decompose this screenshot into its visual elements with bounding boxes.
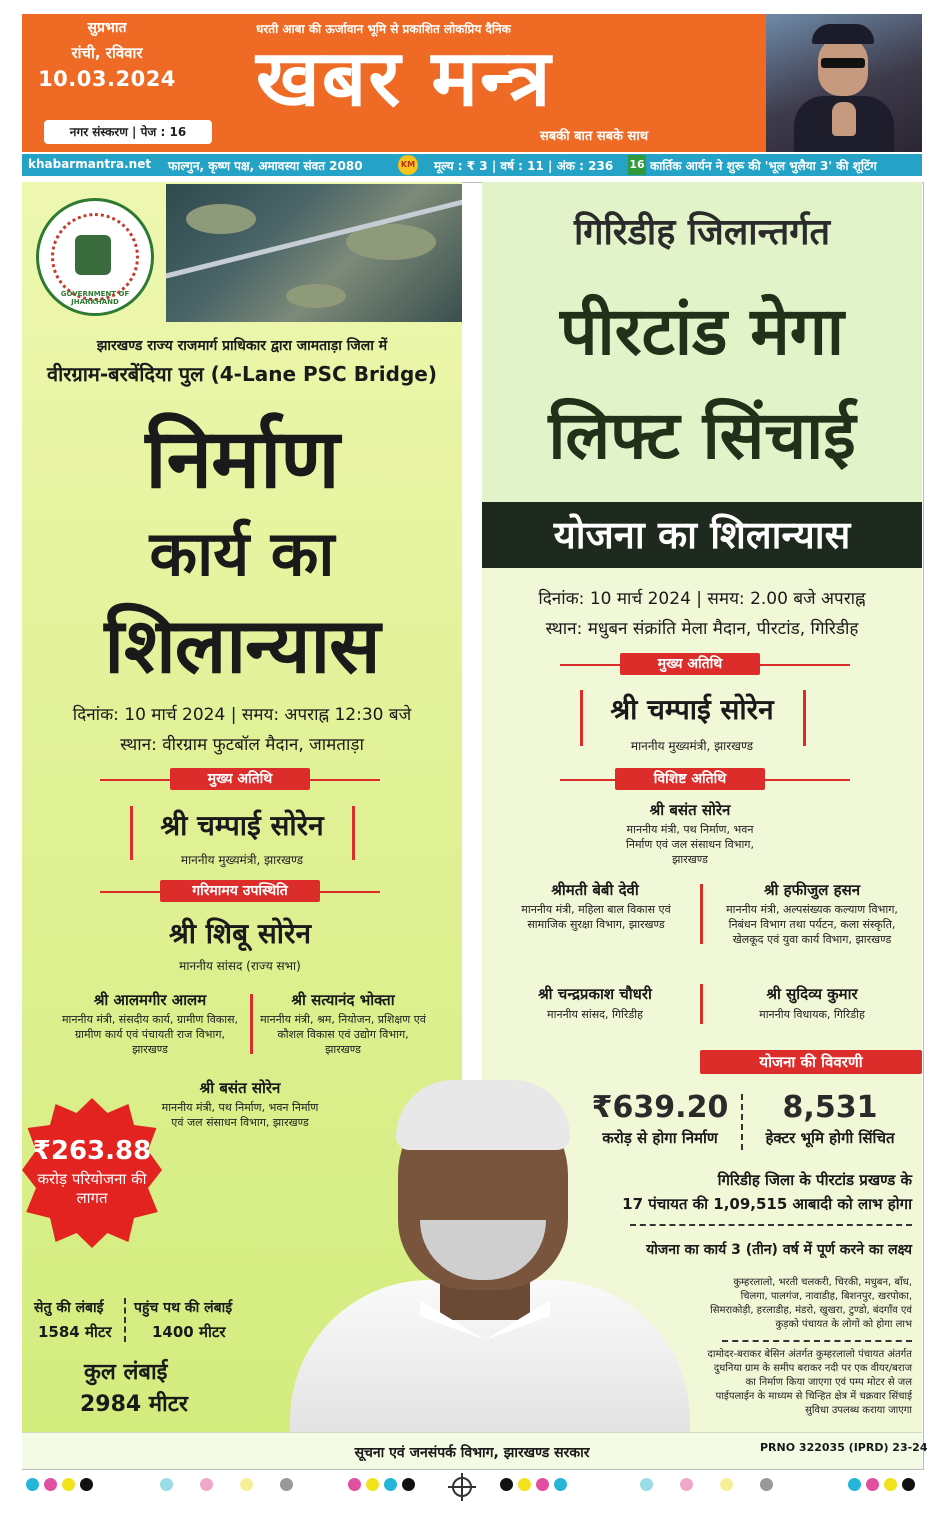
presence-tag: गरिमामय उपस्थिति xyxy=(160,880,320,902)
print-color-dot xyxy=(884,1478,897,1491)
divider xyxy=(803,690,806,746)
chief-guest-tag: मुख्य अतिथि xyxy=(170,768,310,790)
print-color-dot xyxy=(44,1478,57,1491)
details-tag: योजना की विवरणी xyxy=(700,1050,922,1074)
target-line: योजना का कार्य 3 (तीन) वर्ष में पूर्ण करने का लक्ष्य xyxy=(646,1242,912,1258)
guest-desig: माननीय मंत्री, महिला बाल विकास एवं सामाजिक सुरक्षा विभाग, झारखण्ड xyxy=(521,903,671,931)
edition-label: नगर संस्करण | पेज : 16 xyxy=(44,120,212,144)
chief-guest-desig: माननीय मुख्यमंत्री, झारखण्ड xyxy=(180,853,304,867)
presence-name: श्री शिबू सोरेन xyxy=(168,917,312,950)
print-color-dot xyxy=(720,1478,733,1491)
guest-desig: माननीय मंत्री, संसदीय कार्य, ग्रामीण विकास, ग्रामीण कार्य एवं पंचायती राज विभाग, झारखण्ड xyxy=(61,1013,239,1056)
divider xyxy=(352,806,355,860)
guest-name: श्री आलमगीर आलम xyxy=(93,991,207,1009)
greeting: सुप्रभात xyxy=(87,20,127,36)
masthead-tagline: धरती आबा की ऊर्जावान भूमि से प्रकाशित लोकप्रिय दैनिक xyxy=(256,22,511,36)
emblem-text: GOVERNMENT OF JHARKHAND xyxy=(60,290,130,306)
headline-shilanyas: शिलान्यास xyxy=(104,601,380,690)
guest-desig: माननीय सांसद, गिरिडीह xyxy=(547,1008,643,1021)
panchang: फाल्गुन, कृष्ण पक्ष, अमावस्या संवत 2080 xyxy=(168,159,363,173)
divider xyxy=(630,1224,912,1226)
divider xyxy=(700,884,703,944)
guest-name: श्री बसंत सोरेन xyxy=(199,1079,281,1097)
special-guest-tag: विशिष्ट अतिथि xyxy=(615,768,765,790)
print-color-dot xyxy=(280,1478,293,1491)
print-color-dot xyxy=(866,1478,879,1491)
headline-lift-sinchai: लिफ्ट सिंचाई xyxy=(548,397,856,474)
print-color-dot xyxy=(640,1478,653,1491)
panchayat-list: कुम्हरलालो, भरती चलकरी, चिरकी, मधुबन, बाँध, चिलगा, पालगंज, नावाडीह, बिशनपुर, खरपोका, सिमराकोड़ी, हरलाडीह, मंडरो, खुखरा, टुण्डो, बंदगाँव एवं कुड़को पंचायत के लोगों को होगा लाभ xyxy=(710,1277,912,1330)
guest-name: श्री चन्द्रप्रकाश चौधरी xyxy=(538,985,652,1003)
divider xyxy=(741,1094,743,1150)
divider xyxy=(722,1340,912,1342)
guest-desig: माननीय मंत्री, अल्पसंख्यक कल्याण विभाग, निबंधन विभाग तथा पर्यटन, कला संस्कृति, खेलकूद एवं युवा कार्य विभाग, झारखण्ड xyxy=(726,903,898,946)
print-color-dot xyxy=(384,1478,397,1491)
right-datetime: दिनांक: 10 मार्च 2024 | समय: 2.00 बजे अपराह्न xyxy=(538,589,866,609)
city-day: रांची, रविवार xyxy=(71,44,143,62)
footer-dept: सूचना एवं जनसंपर्क विभाग, झारखण्ड सरकार xyxy=(354,1445,590,1461)
guest-name: श्रीमती बेबी देवी xyxy=(551,881,639,899)
chief-guest-name: श्री चम्पाई सोरेन xyxy=(160,809,324,842)
website: khabarmantra.net xyxy=(28,157,152,171)
issue-date: 10.03.2024 xyxy=(38,67,176,91)
project-amount-label: करोड़ से होगा निर्माण xyxy=(602,1129,718,1147)
print-color-dot xyxy=(402,1478,415,1491)
print-color-dot xyxy=(518,1478,531,1491)
presence-desig: माननीय सांसद (राज्य सभा) xyxy=(179,959,301,973)
print-color-dot xyxy=(366,1478,379,1491)
guest-name: श्री सत्यानंद भोक्ता xyxy=(291,991,395,1009)
right-subheading: गिरिडीह जिलान्तर्गत xyxy=(573,212,831,253)
info-strip xyxy=(22,154,922,176)
print-color-dot xyxy=(536,1478,549,1491)
guest-name: श्री सुदिव्य कुमार xyxy=(766,985,858,1003)
cost-amount: ₹263.88 xyxy=(32,1136,152,1166)
footer-code: PRNO 322035 (IPRD) 23-24 xyxy=(760,1441,928,1454)
divider xyxy=(124,1298,126,1342)
approach-length-value: 1400 मीटर xyxy=(152,1323,226,1341)
benefit-line-2: 17 पंचायत की 1,09,515 आबादी को लाभ होगा xyxy=(622,1195,912,1213)
print-color-dot xyxy=(902,1478,915,1491)
bridge-title: वीरग्राम-बरबेंदिया पुल (4-Lane PSC Bridge) xyxy=(46,362,437,386)
headline-nirman: निर्माण xyxy=(145,412,339,507)
print-color-dot xyxy=(500,1478,513,1491)
approach-length-label: पहुंच पथ की लंबाई xyxy=(134,1300,233,1316)
right-venue: स्थान: मधुबन संक्रांति मेला मैदान, पीरटांड, गिरिडीह xyxy=(545,619,859,639)
bridge-aerial-photo xyxy=(166,184,462,322)
price-info: मूल्य : ₹ 3 | वर्ष : 11 | अंक : 236 xyxy=(434,159,614,173)
bridge-length-value: 1584 मीटर xyxy=(38,1323,112,1341)
km-logo-icon: KM xyxy=(398,155,418,175)
print-color-dot xyxy=(348,1478,361,1491)
masthead-slogan: सबकी बात सबके साथ xyxy=(540,129,648,144)
guest-desig: माननीय विधायक, गिरिडीह xyxy=(759,1008,865,1021)
project-amount: ₹639.20 xyxy=(591,1090,729,1125)
authority-line: झारखण्ड राज्य राजमार्ग प्राधिकार द्वारा जामताड़ा जिला में xyxy=(96,338,388,354)
print-color-dot xyxy=(554,1478,567,1491)
benefit-line-1: गिरिडीह जिला के पीरटांड प्रखण्ड के xyxy=(717,1171,912,1189)
paper-name: खबर मन्त्र xyxy=(256,34,553,124)
scheme-description: दामोदर-बराकर बेसिन अंतर्गत कुम्हरलालो पंचायत अंतर्गत दुधनिया ग्राम के समीप बराकर नदी पर एक वीयर/बराज का निर्माण किया जाएगा एवं पम्प मोटर से जल पाईपलाईन के माध्यम से चिन्हित क्षेत्र में चक्रवार सिंचाई सुविधा उपलब्ध कराया जाएगा xyxy=(707,1349,912,1416)
scheme-band: योजना का शिलान्यास xyxy=(482,502,922,568)
print-color-dot xyxy=(760,1478,773,1491)
masthead-date-block xyxy=(22,18,192,91)
print-color-dot xyxy=(80,1478,93,1491)
registration-mark-icon xyxy=(452,1477,472,1497)
left-venue: स्थान: वीरग्राम फुटबॉल मैदान, जामताड़ा xyxy=(120,735,364,755)
guest-desig: माननीय मंत्री, श्रम, नियोजन, प्रशिक्षण एवं कौशल विकास एवं उद्योग विभाग, झारखण्ड xyxy=(260,1013,426,1056)
print-color-dot xyxy=(200,1478,213,1491)
total-length-label: कुल लंबाई xyxy=(84,1360,168,1385)
strip-headline: कार्तिक आर्यन ने शुरू की 'भूल भुलैया 3' की शूटिंग xyxy=(650,159,877,173)
right-chief-guest-tag: मुख्य अतिथि xyxy=(620,653,760,675)
bridge-length-label: सेतु की लंबाई xyxy=(34,1300,104,1316)
cost-label: करोड़ परियोजना की लागत xyxy=(37,1170,147,1207)
irrigated-area-label: हेक्टर भूमि होगी सिंचित xyxy=(765,1129,895,1147)
divider xyxy=(700,984,703,1024)
print-color-dot xyxy=(26,1478,39,1491)
headline-pirtand-mega: पीरटांड मेगा xyxy=(560,293,844,370)
total-length-value: 2984 मीटर xyxy=(80,1392,188,1417)
irrigated-area: 8,531 xyxy=(782,1090,878,1125)
masthead-photo xyxy=(766,14,922,152)
guest-desig: माननीय मंत्री, पथ निर्माण, भवन निर्माण एवं जल संसाधन विभाग, झारखण्ड xyxy=(626,823,754,866)
print-color-dot xyxy=(680,1478,693,1491)
right-chief-guest-name: श्री चम्पाई सोरेन xyxy=(610,693,774,726)
print-color-dot xyxy=(62,1478,75,1491)
page-number-badge: 16 xyxy=(628,155,646,175)
print-color-dot xyxy=(160,1478,173,1491)
print-color-dot xyxy=(240,1478,253,1491)
guest-name: श्री बसंत सोरेन xyxy=(649,801,731,819)
left-datetime: दिनांक: 10 मार्च 2024 | समय: अपराह्न 12:30 बजे xyxy=(72,705,412,725)
print-color-dot xyxy=(848,1478,861,1491)
right-chief-guest-desig: माननीय मुख्यमंत्री, झारखण्ड xyxy=(630,739,754,753)
headline-karya-ka: कार्य का xyxy=(149,517,335,590)
guest-name: श्री हफीजुल हसन xyxy=(763,881,861,899)
divider xyxy=(250,994,253,1054)
guest-desig: माननीय मंत्री, पथ निर्माण, भवन निर्माण एवं जल संसाधन विभाग, झारखण्ड xyxy=(161,1101,319,1129)
